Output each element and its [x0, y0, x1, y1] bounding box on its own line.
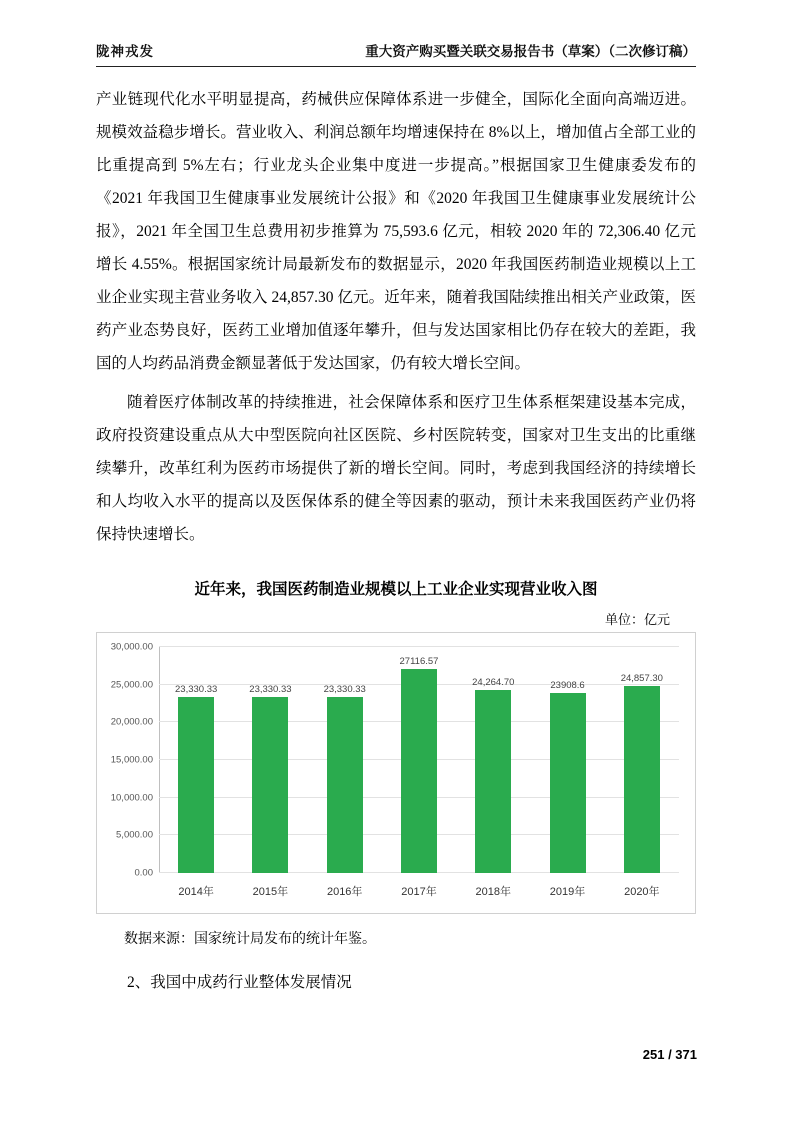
bar-value-label: 23,330.33 — [249, 684, 292, 696]
chart-bar — [620, 672, 663, 873]
chart-source-note: 数据来源：国家统计局发布的统计年鉴。 — [124, 932, 376, 947]
chart-bar — [249, 684, 292, 873]
x-axis-tick-label: 2015年 — [252, 886, 289, 898]
x-axis-tick-label: 2018年 — [475, 886, 511, 898]
bar-slot — [233, 647, 307, 873]
bar-value-label: 24,857.30 — [620, 672, 663, 684]
bar-value-label: 24,264.70 — [472, 677, 515, 689]
document-header — [96, 40, 696, 66]
y-axis-tick-label: 25,000.00 — [110, 679, 153, 691]
paragraph-1: 产业链现代化水平明显提高，药械供应保障体系进一步健全，国际化全面向高端迈进。规模效益稳步增长。营业收入、利润总额年均增速保持在 8%以上，增加值占全部工业的比重提高到 5%左右；行业龙头企业集中度进一步提高。”根据国家卫生健康委发布的《2021 年我国卫生健康事业发展统计公报》和《2020 年我国卫生健康事业发展统计公报》，2021 年全国卫生总费用初步推算为 75,593.6 亿元，相较 2020 年的 72,306.40 亿元增长 4.55%。根据国家统计局最新发布的数据显示，2020 年我国医药制造业规模以上工业企业实现主营业务收入 24,857.30 亿元。近年来，随着我国陆续推出相关产业政策，医药产业态势良好，医药工业增加值逐年攀升，但与发达国家相比仍存在较大的差距，我国的人均药品消费金额显著低于发达国家，仍有较大增长空间。 — [96, 91, 696, 372]
chart-bar — [472, 677, 515, 873]
y-axis-tick-label: 20,000.00 — [110, 716, 153, 728]
chart-bar — [323, 684, 366, 873]
x-axis-tick-label: 2014年 — [178, 886, 214, 898]
x-axis-tick-label: 2017年 — [401, 886, 437, 898]
bar-value-label: 23,330.33 — [323, 684, 366, 696]
header-company-name: 陇神戎发 — [96, 44, 154, 59]
bar-value-label: 23,330.33 — [175, 684, 218, 696]
bar-slot — [308, 647, 382, 873]
page-number: 251 / 371 — [642, 1047, 697, 1062]
chart-bar — [175, 684, 218, 873]
chart-title: 近年来，我国医药制造业规模以上工业企业实现营业收入图 — [194, 581, 598, 598]
chart-bars — [159, 647, 679, 873]
bar-slot — [456, 647, 530, 873]
x-axis-tick-label: 2020年 — [624, 886, 660, 898]
x-axis-tick-label: 2016年 — [326, 886, 363, 898]
chart-plot-area — [110, 641, 679, 879]
bar-slot — [605, 647, 679, 873]
section-subheading: 2、我国中成药行业整体发展情况 — [127, 974, 352, 991]
chart-bar — [399, 655, 439, 873]
y-axis-tick-label: 30,000.00 — [110, 641, 153, 653]
bar-value-label: 27116.57 — [399, 655, 439, 667]
bar-slot — [530, 647, 604, 873]
paragraph-2: 随着医疗体制改革的持续推进，社会保障体系和医疗卫生体系框架建设基本完成，政府投资建设重点从大中型医院向社区医院、乡村医院转变，国家对卫生支出的比重继续攀升，改革红利为医药市场提供了新的增长空间。同时，考虑到我国经济的持续增长和人均收入水平的提高以及医保体系的健全等因素的驱动，预计未来我国医药产业仍将保持快速增长。 — [96, 394, 696, 543]
x-axis-tick-label: 2019年 — [549, 886, 586, 898]
chart-container — [96, 632, 696, 914]
chart-unit-label: 单位：亿元 — [604, 612, 670, 627]
chart-bar — [550, 679, 586, 873]
bar-slot — [159, 647, 233, 873]
y-axis-tick-label: 5,000.00 — [116, 829, 153, 841]
chart-x-axis-labels — [159, 883, 679, 899]
y-axis-tick-label: 10,000.00 — [110, 792, 153, 804]
page-content — [96, 40, 696, 992]
header-document-title: 重大资产购买暨关联交易报告书（草案）（二次修订稿） — [365, 44, 696, 59]
bar-slot — [382, 647, 456, 873]
y-axis-tick-label: 15,000.00 — [110, 754, 153, 766]
bar-value-label: 23908.6 — [550, 679, 585, 691]
y-axis-tick-label: 0.00 — [134, 867, 153, 879]
header-divider — [96, 66, 696, 67]
